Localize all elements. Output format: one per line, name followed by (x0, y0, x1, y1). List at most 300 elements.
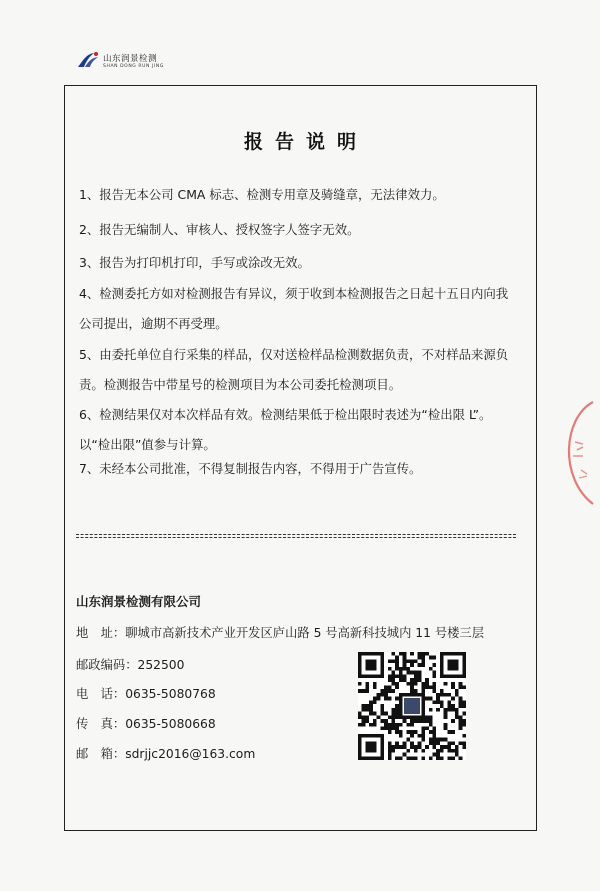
qr-module (395, 663, 399, 667)
qr-module (421, 659, 425, 663)
qr-module (358, 663, 362, 667)
qr-module (399, 730, 403, 734)
qr-module (410, 719, 414, 723)
qr-module (399, 674, 403, 678)
qr-module (432, 663, 436, 667)
qr-module (377, 715, 381, 719)
qr-module (425, 686, 429, 690)
qr-module (455, 659, 459, 663)
qr-module (436, 756, 440, 760)
qr-module (406, 730, 410, 734)
qr-module (440, 656, 444, 660)
company-name: 山东润景检测有限公司 (76, 594, 202, 609)
qr-module (399, 704, 403, 708)
postcode-label: 邮政编码： (76, 658, 138, 672)
qr-module (410, 756, 414, 760)
qr-module (358, 749, 362, 753)
address-value: 聊城市高新技术产业开发区庐山路 5 号高新科技城内 11 号楼三层 (125, 626, 485, 640)
qr-module (362, 708, 366, 712)
qr-module (373, 723, 377, 727)
qr-module (373, 756, 377, 760)
qr-module (395, 704, 399, 708)
clause-7 (79, 454, 521, 484)
qr-module (388, 753, 392, 757)
qr-module (410, 723, 414, 727)
qr-module (403, 667, 407, 671)
qr-module (377, 652, 381, 656)
qr-module (451, 686, 455, 690)
qr-module (399, 745, 403, 749)
qr-module (429, 738, 433, 742)
qr-module (369, 749, 373, 753)
qr-module (414, 671, 418, 675)
qr-module (444, 723, 448, 727)
qr-module (455, 674, 459, 678)
qr-module (410, 715, 414, 719)
qr-module (380, 749, 384, 753)
qr-module (462, 704, 466, 708)
qr-module (380, 671, 384, 675)
qr-module (377, 693, 381, 697)
qr-module (406, 749, 410, 753)
qr-module (425, 715, 429, 719)
qr-module (384, 693, 388, 697)
qr-module (377, 697, 381, 701)
qr-module (392, 715, 396, 719)
qr-module (462, 719, 466, 723)
qr-module (429, 756, 433, 760)
qr-module (418, 671, 422, 675)
qr-module (432, 686, 436, 690)
qr-module (462, 656, 466, 660)
qr-module (444, 693, 448, 697)
qr-module (451, 663, 455, 667)
clause-line: 7、未经本公司批准，不得复制报告内容，不得用于广告宣传。 (79, 461, 422, 476)
qr-module (365, 734, 369, 738)
clause-line: 公司提出，逾期不再受理。 (79, 316, 228, 331)
qr-module (421, 689, 425, 693)
postcode-value: 252500 (137, 658, 185, 672)
clause-line: 责。检测报告中带星号的检测项目为本公司委托检测项目。 (79, 377, 402, 392)
qr-module (392, 708, 396, 712)
qr-module (444, 715, 448, 719)
qr-module (365, 745, 369, 749)
qr-module (432, 734, 436, 738)
qr-module (373, 697, 377, 701)
qr-module (373, 686, 377, 690)
qr-module (414, 745, 418, 749)
qr-module (369, 708, 373, 712)
qr-module (451, 704, 455, 708)
qr-module (462, 663, 466, 667)
qr-module (358, 659, 362, 663)
qr-module (369, 700, 373, 704)
qr-module (403, 715, 407, 719)
header-logo (76, 50, 216, 76)
qr-module (459, 700, 463, 704)
qr-module (362, 734, 366, 738)
qr-module (403, 652, 407, 656)
qr-module (421, 704, 425, 708)
qr-module (380, 726, 384, 730)
qr-module (451, 708, 455, 712)
qr-module (358, 738, 362, 742)
qr-module (414, 682, 418, 686)
qr-module (365, 667, 369, 671)
qr-module (455, 667, 459, 671)
qr-module (358, 689, 362, 693)
qr-module (418, 678, 422, 682)
qr-module (459, 719, 463, 723)
qr-module (418, 663, 422, 667)
qr-module (399, 652, 403, 656)
qr-module (459, 686, 463, 690)
qr-center-logo (404, 698, 420, 714)
qr-module (358, 723, 362, 727)
qr-module (358, 741, 362, 745)
clause-4 (79, 279, 521, 339)
qr-module (373, 667, 377, 671)
qr-module (406, 723, 410, 727)
qr-module (380, 756, 384, 760)
qr-module (399, 723, 403, 727)
qr-module (380, 689, 384, 693)
qr-module (444, 674, 448, 678)
qr-module (365, 708, 369, 712)
qr-module (425, 678, 429, 682)
qr-module (388, 686, 392, 690)
qr-module (447, 700, 451, 704)
qr-module (369, 667, 373, 671)
qr-module (447, 674, 451, 678)
qr-module (362, 715, 366, 719)
qr-module (447, 667, 451, 671)
qr-module (399, 712, 403, 716)
qr-module (365, 663, 369, 667)
qr-module (447, 708, 451, 712)
qr-module (373, 663, 377, 667)
qr-module (462, 659, 466, 663)
qr-module (392, 689, 396, 693)
qr-module (455, 708, 459, 712)
qr-module (462, 741, 466, 745)
qr-module (392, 712, 396, 716)
qr-module (395, 715, 399, 719)
qr-module (369, 674, 373, 678)
qr-module (429, 708, 433, 712)
clause-3 (79, 248, 521, 278)
qr-module (462, 745, 466, 749)
qr-module (403, 719, 407, 723)
qr-module (380, 738, 384, 742)
qr-module (418, 656, 422, 660)
qr-module (373, 734, 377, 738)
qr-module (395, 697, 399, 701)
qr-module (365, 686, 369, 690)
qr-module (406, 682, 410, 686)
qr-module (392, 682, 396, 686)
qr-module (369, 734, 373, 738)
qr-module (432, 682, 436, 686)
qr-module (429, 667, 433, 671)
qr-module (392, 723, 396, 727)
qr-module (414, 730, 418, 734)
qr-module (414, 756, 418, 760)
qr-module (384, 726, 388, 730)
qr-module (447, 652, 451, 656)
qr-module (369, 723, 373, 727)
qr-module (380, 693, 384, 697)
qr-module (380, 656, 384, 660)
qr-module (369, 712, 373, 716)
qr-module (365, 715, 369, 719)
qr-module (455, 749, 459, 753)
qr-module (447, 756, 451, 760)
fax-row (76, 714, 216, 732)
qr-module (429, 723, 433, 727)
qr-module (388, 741, 392, 745)
qr-module (414, 689, 418, 693)
qr-module (392, 678, 396, 682)
qr-module (369, 652, 373, 656)
clause-line: 1、报告无本公司 CMA 标志、检测专用章及骑缝章，无法律效力。 (79, 187, 445, 202)
qr-module (388, 689, 392, 693)
qr-module (455, 745, 459, 749)
qr-module (451, 682, 455, 686)
qr-module (425, 682, 429, 686)
qr-module (421, 756, 425, 760)
qr-module (414, 678, 418, 682)
address-row (76, 623, 484, 641)
qr-module (447, 749, 451, 753)
qr-module (421, 697, 425, 701)
qr-module (418, 745, 422, 749)
qr-module (418, 693, 422, 697)
qr-module (440, 745, 444, 749)
qr-module (388, 756, 392, 760)
qr-module (455, 693, 459, 697)
qr-module (380, 741, 384, 745)
qr-module (362, 689, 366, 693)
qr-module (447, 663, 451, 667)
qr-module (429, 741, 433, 745)
qr-module (403, 656, 407, 660)
qr-module (395, 730, 399, 734)
qr-module (392, 749, 396, 753)
qr-module (418, 652, 422, 656)
clause-line: 4、检测委托方如对检测报告有异议，须于收到本检测报告之日起十五日内向我 (79, 286, 509, 301)
qr-module (414, 693, 418, 697)
qr-module (365, 756, 369, 760)
qr-module (384, 712, 388, 716)
clause-line: 5、由委托单位自行采集的样品，仅对送检样品检测数据负责，不对样品来源负 (79, 347, 509, 362)
qr-module (421, 726, 425, 730)
clause-line: 2、报告无编制人、审核人、授权签字人签字无效。 (79, 222, 360, 237)
qr-module (459, 652, 463, 656)
qr-module (388, 715, 392, 719)
qr-module (362, 719, 366, 723)
qr-module (388, 723, 392, 727)
qr-module (388, 674, 392, 678)
qr-module (373, 652, 377, 656)
clause-6 (79, 400, 521, 460)
qr-module (406, 671, 410, 675)
qr-module (455, 753, 459, 757)
qr-module (440, 663, 444, 667)
qr-module (436, 753, 440, 757)
qr-module (377, 734, 381, 738)
qr-module (410, 652, 414, 656)
qr-module (384, 689, 388, 693)
qr-module (392, 745, 396, 749)
qr-module (459, 741, 463, 745)
qr-module (462, 686, 466, 690)
qr-module (380, 667, 384, 671)
logo-english-name: SHAN DONG RUN JING (103, 64, 164, 69)
page-title: 报告说明 (243, 131, 368, 153)
qr-module (403, 741, 407, 745)
qr-module (406, 756, 410, 760)
qr-module (395, 756, 399, 760)
qr-module (421, 749, 425, 753)
qr-module (399, 697, 403, 701)
qr-module (399, 700, 403, 704)
qr-module (380, 704, 384, 708)
qr-module (440, 700, 444, 704)
qr-module (418, 741, 422, 745)
dashed-divider (76, 533, 516, 539)
qr-module (410, 663, 414, 667)
qr-module (451, 697, 455, 701)
qr-module (414, 674, 418, 678)
qr-module (380, 753, 384, 757)
qr-module (358, 756, 362, 760)
qr-module (447, 704, 451, 708)
qr-module (421, 663, 425, 667)
qr-module (421, 738, 425, 742)
qr-module (384, 719, 388, 723)
qr-module (432, 738, 436, 742)
qr-module (403, 663, 407, 667)
qr-module (440, 652, 444, 656)
qr-module (432, 726, 436, 730)
qr-module (358, 753, 362, 757)
qr-module (373, 719, 377, 723)
clause-line: 3、报告为打印机打印，手写或涂改无效。 (79, 255, 310, 270)
qr-module (418, 719, 422, 723)
qr-module (377, 756, 381, 760)
qr-module (410, 671, 414, 675)
qr-module (436, 708, 440, 712)
qr-module (365, 652, 369, 656)
fax-label: 传 真： (76, 717, 126, 731)
qr-module (421, 700, 425, 704)
qr-module (388, 730, 392, 734)
qr-module (440, 749, 444, 753)
qr-module (403, 753, 407, 757)
qr-module (380, 734, 384, 738)
qr-module (362, 723, 366, 727)
qr-module (403, 678, 407, 682)
qr-module (358, 682, 362, 686)
qr-module (421, 682, 425, 686)
qr-module (410, 659, 414, 663)
qr-module (406, 693, 410, 697)
qr-module (365, 719, 369, 723)
qr-module (414, 659, 418, 663)
qr-module (440, 671, 444, 675)
qr-module (384, 686, 388, 690)
qr-module (403, 693, 407, 697)
qr-module (380, 652, 384, 656)
qr-module (392, 652, 396, 656)
qr-module (369, 663, 373, 667)
qr-module (365, 674, 369, 678)
qr-module (399, 671, 403, 675)
qr-module (447, 745, 451, 749)
qr-module (403, 659, 407, 663)
qr-module (388, 667, 392, 671)
qr-module (384, 723, 388, 727)
qr-module (377, 674, 381, 678)
qr-module (451, 674, 455, 678)
qr-module (436, 749, 440, 753)
qr-module (410, 730, 414, 734)
qr-module (395, 712, 399, 716)
qr-module (462, 723, 466, 727)
qr-module (373, 674, 377, 678)
email-value: sdrjjc2016@163.com (125, 747, 256, 761)
qr-module (380, 659, 384, 663)
qr-module (414, 749, 418, 753)
qr-module (399, 708, 403, 712)
qr-module (432, 700, 436, 704)
qr-module (425, 745, 429, 749)
qr-module (447, 693, 451, 697)
logo-chinese-name: 山东润景检测 (103, 54, 158, 64)
qr-module (436, 693, 440, 697)
qr-module (421, 693, 425, 697)
qr-module (406, 738, 410, 742)
qr-module (395, 667, 399, 671)
qr-module (455, 689, 459, 693)
qr-module (365, 682, 369, 686)
qr-module (373, 700, 377, 704)
phone-label: 电 话： (76, 687, 126, 701)
qr-module (455, 715, 459, 719)
clause-line: 以“检出限”值参与计算。 (79, 437, 216, 452)
clause-5 (79, 340, 521, 400)
qr-module (362, 652, 366, 656)
qr-module (392, 659, 396, 663)
qr-module (395, 656, 399, 660)
qr-module (455, 663, 459, 667)
qr-module (459, 726, 463, 730)
qr-module (425, 697, 429, 701)
qr-module (403, 674, 407, 678)
qr-module (358, 745, 362, 749)
qr-module (432, 656, 436, 660)
qr-module (388, 745, 392, 749)
qr-module (421, 708, 425, 712)
qr-module (380, 663, 384, 667)
qr-module (395, 686, 399, 690)
qr-module (410, 686, 414, 690)
qr-module (395, 726, 399, 730)
qr-module (425, 726, 429, 730)
qr-module (436, 697, 440, 701)
qr-module (462, 667, 466, 671)
